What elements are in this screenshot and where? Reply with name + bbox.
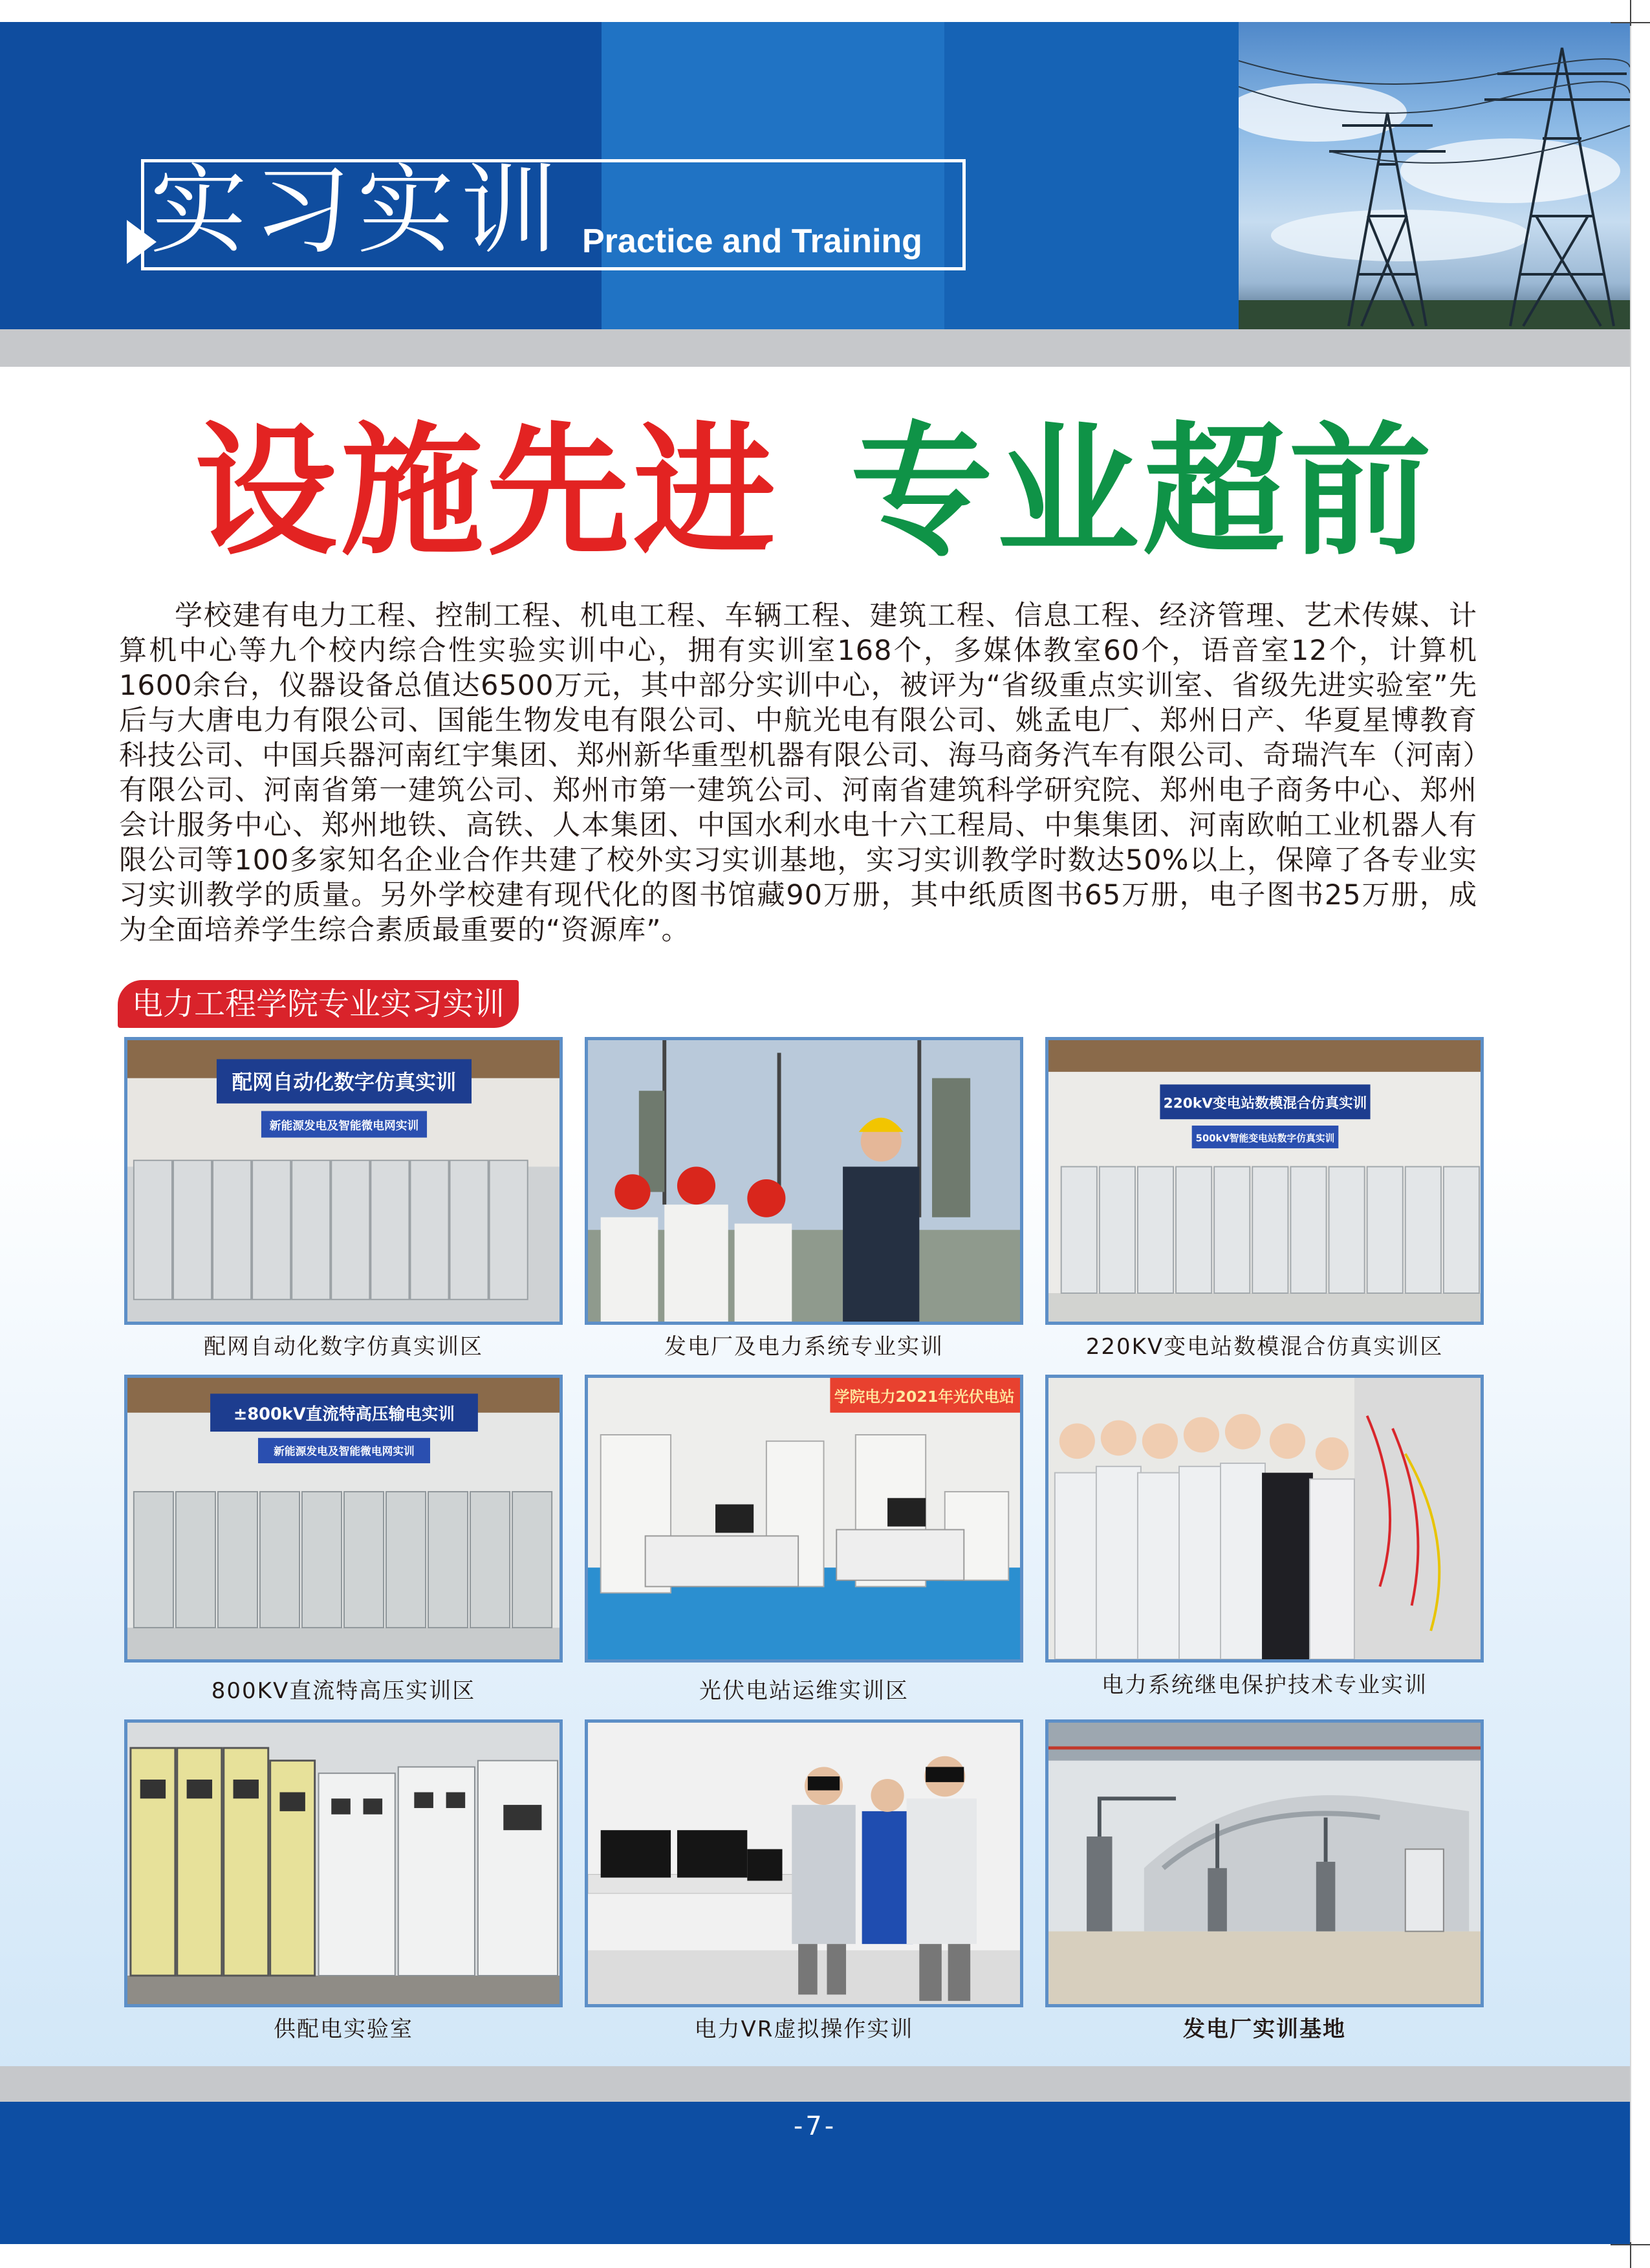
- crop-mark: [1611, 22, 1650, 23]
- power-tower-photo: [1239, 22, 1630, 329]
- banner-text: 学院电力2021年光伏电站: [834, 1388, 1015, 1406]
- page-edge: [1630, 0, 1631, 2268]
- photo-substation-training: [585, 1037, 1023, 1325]
- sign-text: 新能源发电及智能微电网实训: [274, 1445, 415, 1458]
- photo-800kv-dc: [124, 1375, 563, 1663]
- caption-relay-protection: 电力系统继电保护技术专业实训: [1102, 1672, 1427, 1698]
- photo-power-supply-lab: [124, 1719, 563, 2007]
- sign-text: 220kV变电站数模混合仿真实训: [1163, 1095, 1367, 1112]
- caption-power-plant-system: 发电厂及电力系统专业实训: [664, 1334, 944, 1360]
- photo-pv-station: [585, 1375, 1023, 1663]
- intro-paragraph: 学校建有电力工程、控制工程、机电工程、车辆工程、建筑工程、信息工程、经济管理、艺术传媒、计算机中心等九个校内综合性实验实训中心，拥有实训室168个，多媒体教室60个，语音室12个，计算机1600余台，仪器设备总值达6500万元，其中部分实训中心，被评为“省级重点实训室、省级先进实验室”先后与大唐电力有限公司、国能生物发电有限公司、中航光电有限公司、姚孟电厂、郑州日产、华夏星博教育科技公司、中国兵器河南红宇集团、郑州新华重型机器有限公司、海马商务汽车有限公司、奇瑞汽车（河南）有限公司、河南省第一建筑公司、郑州市第一建筑公司、河南省建筑科学研究院、郑州电子商务中心、郑州会计服务中心、郑州地铁、高铁、人本集团、中国水利水电十六工程局、中集集团、河南欧帕工业机器人有限公司等100多家知名企业合作共建了校外实习实训基地，实习实训教学时数达50%以上，保障了各专业实习实训教学的质量。另外学校建有现代化的图书馆藏90万册，其中纸质图书65万册，电子图书25万册，成为全面培养学生综合素质最重要的“资源库”。: [119, 600, 1477, 946]
- crop-mark: [1611, 2244, 1650, 2245]
- headline: [0, 408, 1630, 576]
- page-title: 实习实训: [150, 155, 565, 267]
- footer-gray-band: [0, 2066, 1630, 2102]
- sign-text: 配网自动化数字仿真实训: [232, 1071, 457, 1095]
- caption-220kv-substation: 220KV变电站数模混合仿真实训区: [1085, 1334, 1444, 1360]
- page-title-english: Practice and Training: [582, 223, 922, 260]
- section-tag: 电力工程学院专业实习实训: [118, 980, 519, 1028]
- caption-power-plant-base: 发电厂实训基地: [1183, 2016, 1346, 2042]
- header-stripe: [944, 22, 1239, 329]
- sign-text: 新能源发电及智能微电网实训: [269, 1119, 419, 1133]
- headline-part1: 设施先进: [194, 409, 779, 574]
- photo-relay-protection: [1045, 1375, 1484, 1663]
- caption-vr-training: 电力VR虚拟操作实训: [694, 2016, 914, 2042]
- power-tower-illustration: [1239, 22, 1630, 329]
- caption-800kv-dc: 800KV直流特高压实训区: [211, 1678, 476, 1704]
- caption-power-supply-lab: 供配电实验室: [274, 2016, 413, 2042]
- headline-part2: 专业超前: [851, 409, 1436, 574]
- photo-distribution-automation: [124, 1037, 563, 1325]
- photo-power-plant-base: [1045, 1719, 1484, 2007]
- caption-distribution-automation: 配网自动化数字仿真实训区: [204, 1334, 483, 1360]
- photo-220kv-substation: [1045, 1037, 1484, 1325]
- sign-text: ±800kV直流特高压输电实训: [233, 1404, 455, 1424]
- crop-mark: [1630, 2242, 1631, 2268]
- page-number: -7-: [793, 2111, 837, 2141]
- photo-vr-training: [585, 1719, 1023, 2007]
- caption-pv-station: 光伏电站运维实训区: [699, 1678, 909, 1704]
- sign-text: 500kV智能变电站数字仿真实训: [1195, 1133, 1335, 1144]
- header-gray-band: [0, 329, 1630, 367]
